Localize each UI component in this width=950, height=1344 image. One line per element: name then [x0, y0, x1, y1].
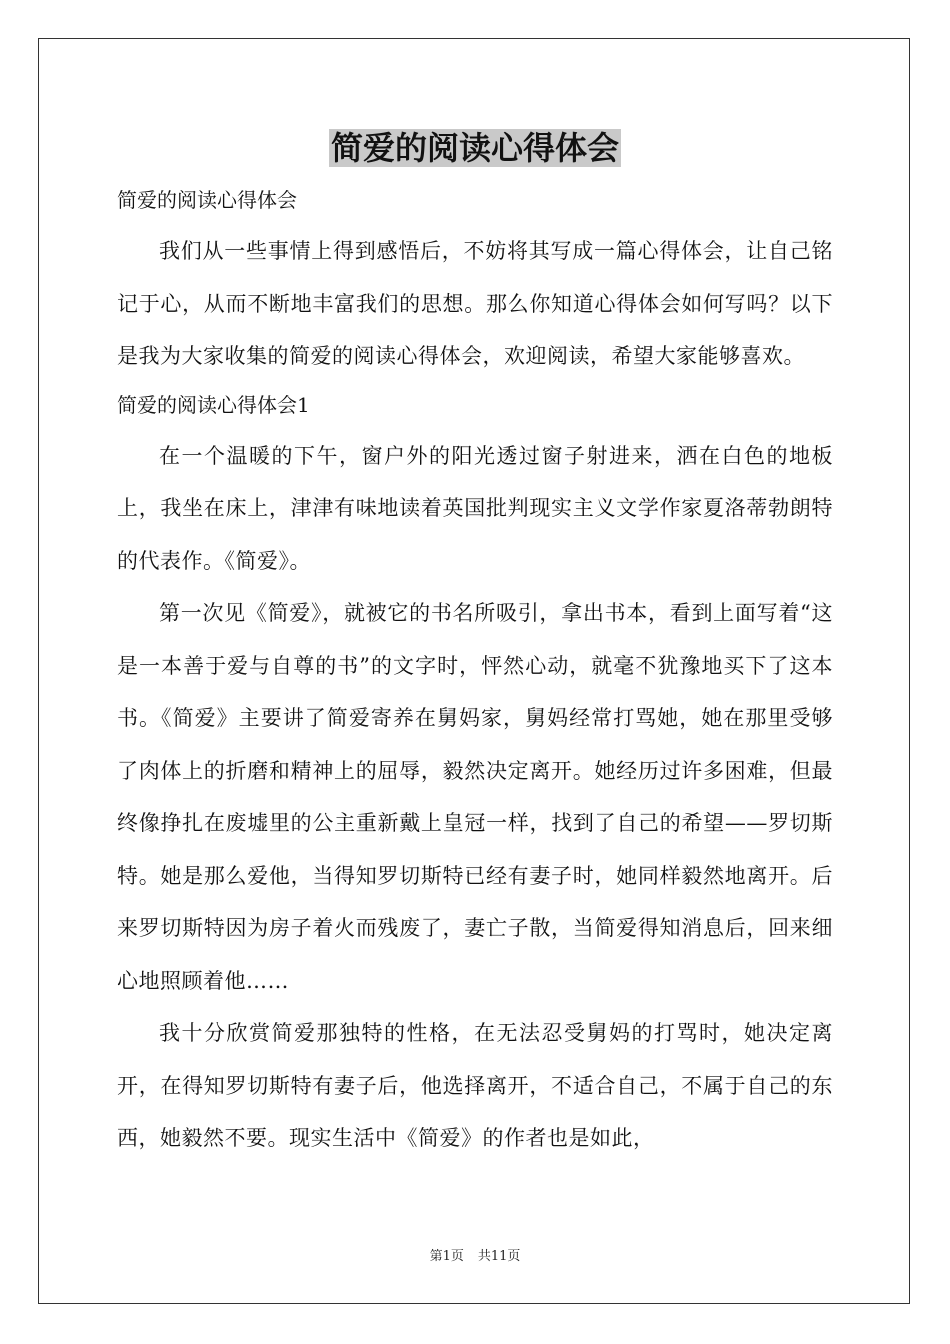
document-subtitle: 简爱的阅读心得体会 [117, 188, 297, 212]
body-paragraph: 在一个温暖的下午，窗户外的阳光透过窗子射进来，洒在白色的地板上，我坐在床上，津津有味地读着英国批判现实主义文学作家夏洛蒂勃朗特的代表作。《简爱》。 [117, 443, 833, 573]
body-paragraph: 我十分欣赏简爱那独特的性格，在无法忍受舅妈的打骂时，她决定离开，在得知罗切斯特有妻子后，他选择离开，不适合自己，不属于自己的东西，她毅然不要。现实生活中《简爱》的作者也是如此， [117, 1021, 833, 1150]
body-paragraph: 第一次见《简爱》，就被它的书名所吸引，拿出书本，看到上面写着“这是一本善于爱与自尊的书”的文字时，怦然心动，就毫不犹豫地买下了这本书。《简爱》主要讲了简爱寄养在舅妈家，舅妈经常打骂她，她在那里受够了肉体上的折磨和精神上的屈辱，毅然决定离开。她经历过许多困难，但最终像挣扎在废墟里的公主重新戴上皇冠一样，找到了自己的希望——罗切斯特。她是那么爱他，当得知罗切斯特已经有妻子时，她同样毅然地离开。后来罗切斯特因为房子着火而残废了，妻亡子散，当简爱得知消息后，回来细心地照顾着他…… [117, 601, 833, 993]
intro-paragraph: 我们从一些事情上得到感悟后，不妨将其写成一篇心得体会，让自己铭记于心，从而不断地丰富我们的思想。那么你知道心得体会如何写吗？以下是我为大家收集的简爱的阅读心得体会，欢迎阅读，希望大家能够喜欢。 [117, 239, 833, 368]
section-heading: 简爱的阅读心得体会1 [117, 392, 310, 417]
document-title-text: 简爱的阅读心得体会 [330, 129, 619, 167]
document-title [0, 126, 950, 170]
page-footer [0, 1248, 950, 1266]
page-number: 第1页 [429, 1249, 464, 1264]
document-body [117, 180, 833, 1165]
page-total: 共11页 [477, 1249, 521, 1264]
